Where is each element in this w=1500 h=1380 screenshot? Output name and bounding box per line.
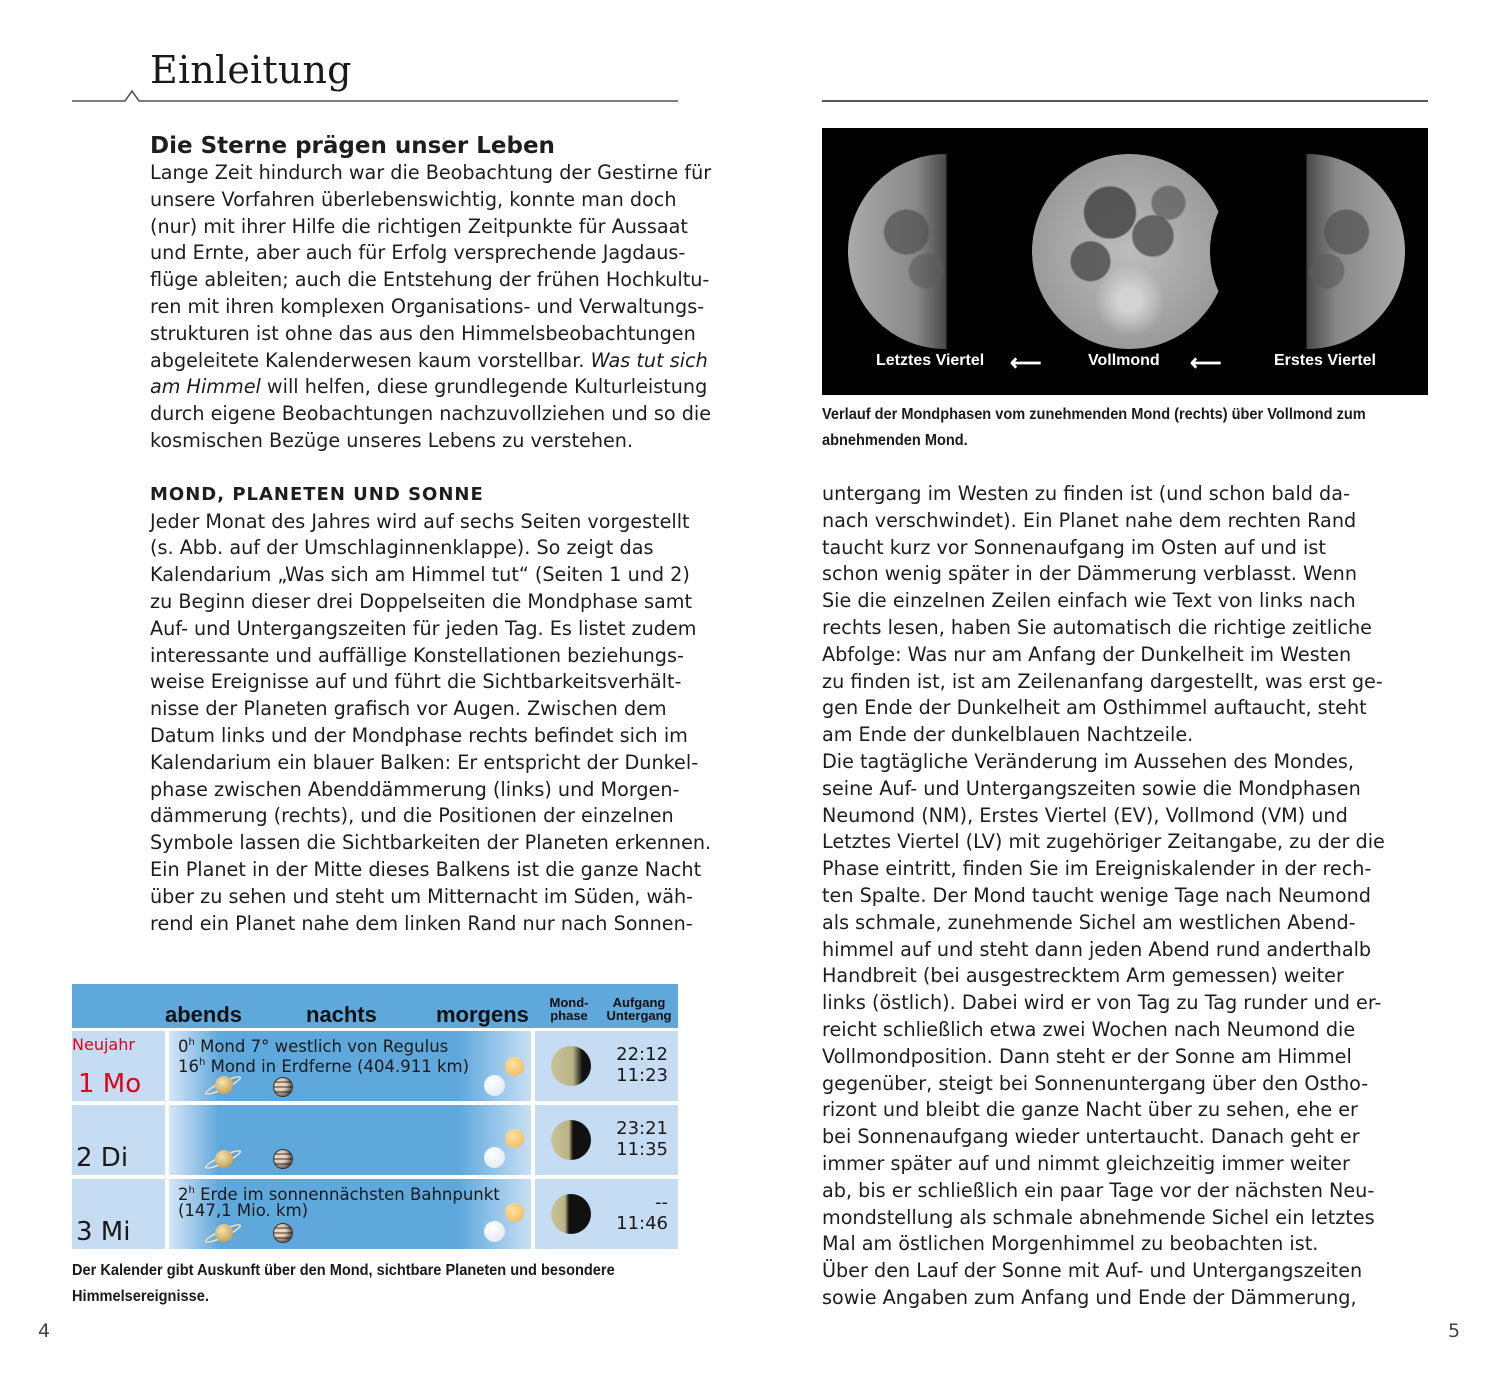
- text-line: über zu sehen und steht um Mitternacht im Süden, wäh-: [150, 884, 694, 908]
- text-line: schon wenig später in der Dämmerung verblasst. Wenn: [822, 562, 1358, 586]
- header-rise-set: [600, 996, 678, 1022]
- caption-line: abnehmenden Mond.: [822, 432, 968, 449]
- text-line: Phase eintritt, finden Sie im Ereigniskalender in der rech-: [822, 857, 1372, 881]
- event-text: Mond in Erdferne (404.911 km): [205, 1057, 470, 1076]
- date-cell: [72, 1031, 165, 1101]
- text-line: gegenüber, steigt bei Sonnenuntergang über den Ostho-: [822, 1071, 1369, 1095]
- sun-icon: [505, 1129, 524, 1148]
- header-abends: abends: [165, 1002, 243, 1027]
- text-line: durch eigene Beobachtungen nachzuvollziehen und so die: [150, 402, 712, 426]
- text-line: weise Ereignisse auf und führt die Sichtbarkeitsverhält-: [150, 670, 682, 694]
- text-line: himmel auf und steht dann jeden Abend rund anderthalb: [822, 937, 1372, 961]
- caption-line: Himmelsereignisse.: [72, 1288, 209, 1305]
- photo-caption: [822, 402, 1424, 454]
- moon-phase-icon: [551, 1120, 591, 1160]
- text-line: Jeder Monat des Jahres wird auf sechs Seiten vorgestellt: [150, 509, 690, 533]
- text-line: bei Sonnenaufgang wieder untertaucht. Danach geht er: [822, 1125, 1360, 1149]
- text-line: mondstellung als schmale abnehmende Sichel ein letztes: [822, 1205, 1375, 1229]
- jupiter-icon: [273, 1149, 293, 1169]
- calendar-figure: [72, 984, 678, 1250]
- section-heading: Die Sterne prägen unser Leben: [150, 133, 555, 159]
- arrow-left-icon: ⟵: [1190, 350, 1222, 375]
- text-line: [150, 348, 708, 375]
- hour-suffix: h: [188, 1185, 195, 1196]
- body-paragraph: [150, 509, 712, 938]
- text-line: gen Ende der Dunkelheit am Osthimmel auftaucht, steht: [822, 696, 1367, 720]
- page-number-right: 5: [1448, 1320, 1461, 1342]
- date-cell: [72, 1179, 165, 1249]
- hour-suffix: h: [188, 1037, 195, 1048]
- header-morgens: morgens: [436, 1002, 529, 1027]
- text-line: rend ein Planet nahe dem linken Rand nur nach Sonnen-: [150, 911, 693, 935]
- text-fragment: abgeleitete Kalenderwesen kaum vorstellbar.: [150, 348, 585, 372]
- night-sky-bar: [169, 1031, 531, 1101]
- text-line: Ein Planet in der Mitte dieses Balkens ist die ganze Nacht: [150, 857, 702, 881]
- intro-paragraph: [150, 160, 712, 455]
- moon-cell: [535, 1105, 678, 1175]
- text-line: als schmale, zunehmende Sichel am westlichen Abend-: [822, 910, 1356, 934]
- text-line: Über den Lauf der Sonne mit Auf- und Untergangszeiten: [822, 1259, 1363, 1283]
- event-hour: 16: [178, 1057, 199, 1076]
- text-line: flüge ableiten; auch die Entstehung der frühen Hochkultu-: [150, 268, 710, 292]
- moon-phase-icon: [551, 1194, 591, 1234]
- text-line: unsere Vorfahren überlebenswichtig, konnte man doch: [150, 187, 677, 211]
- caption-line: Der Kalender gibt Auskunft über den Mond, sichtbare Planeten und besondere: [72, 1262, 615, 1279]
- arrow-left-icon: ⟵: [1010, 350, 1042, 375]
- moon-phase-labels: [822, 352, 1428, 376]
- text-line: zu Beginn dieser drei Doppelseiten die Mondphase samt: [150, 589, 692, 613]
- text-line: Lange Zeit hindurch war die Beobachtung der Gestirne für: [150, 161, 712, 184]
- label-last-quarter: Letztes Viertel: [876, 352, 985, 369]
- text-line: Vollmondposition. Dann steht er der Sonne am Himmel: [822, 1044, 1352, 1068]
- event-hour: 0: [178, 1037, 189, 1056]
- moon-set: 11:23: [616, 1065, 668, 1086]
- text-line: seine Auf- und Untergangszeiten sowie die Mondphasen: [822, 776, 1361, 800]
- text-line: ten Spalte. Der Mond taucht wenige Tage nach Neumond: [822, 883, 1371, 907]
- event-line: (147,1 Mio. km): [178, 1201, 309, 1220]
- header-nachts: nachts: [306, 1002, 377, 1027]
- full-moon-image: [1032, 154, 1227, 349]
- event-text: Mond 7° westlich von Regulus: [194, 1037, 449, 1056]
- text-line: sowie Angaben zum Anfang und Ende der Dämmerung,: [822, 1285, 1357, 1309]
- text-line: rizont und bleibt die ganze Nacht über zu sehen, ehe er: [822, 1098, 1358, 1122]
- text-line: immer später auf und nimmt gleichzeitig immer weiter: [822, 1151, 1350, 1175]
- caption-line: Verlauf der Mondphasen vom zunehmenden Mond (rechts) über Vollmond zum: [822, 406, 1366, 423]
- sun-icon: [505, 1057, 524, 1076]
- moon-set: 11:46: [616, 1213, 668, 1234]
- header-line: phase: [550, 1008, 588, 1023]
- text-line: interessante und auffällige Konstellationen beziehungs-: [150, 643, 684, 667]
- rise-set-times: [616, 1044, 668, 1086]
- calendar-row: [72, 1105, 678, 1175]
- text-line: taucht kurz vor Sonnenaufgang im Osten auf und ist: [822, 535, 1326, 559]
- text-line: links (östlich). Dabei wird er von Tag zu Tag runder und er-: [822, 991, 1382, 1015]
- label-full-moon: Vollmond: [1088, 352, 1160, 369]
- jupiter-icon: [273, 1077, 293, 1097]
- text-line: Auf- und Untergangszeiten für jeden Tag. Es listet zudem: [150, 616, 697, 640]
- first-quarter-moon-image: [1210, 154, 1405, 349]
- moon-rise: 22:12: [616, 1044, 668, 1065]
- text-line: ab, bis er schließlich ein paar Tage vor der nächsten Neu-: [822, 1178, 1375, 1202]
- text-line: (nur) mit ihrer Hilfe die richtigen Zeitpunkte für Aussaat: [150, 214, 688, 238]
- saturn-icon: [203, 1221, 243, 1245]
- text-line: und Ernte, aber auch für Erfolg versprechende Jagdaus-: [150, 241, 686, 265]
- text-line: am Ende der dunkelblauen Nachtzeile.: [822, 723, 1194, 747]
- calendar-row: [72, 1179, 678, 1249]
- header-rule-with-notch: [72, 88, 678, 102]
- event-text: Erde im sonnennächsten Bahnpunkt: [194, 1185, 500, 1204]
- header-rule-right: [822, 100, 1428, 102]
- text-line: untergang im Westen zu finden ist (und schon bald da-: [822, 482, 1350, 505]
- header-moon-phase: [544, 996, 594, 1022]
- moon-cell: [535, 1031, 678, 1101]
- text-line: [150, 374, 708, 401]
- night-sky-bar: [169, 1105, 531, 1175]
- page-title: Einleitung: [150, 48, 352, 92]
- page-number-left: 4: [38, 1320, 51, 1342]
- text-line: Kalendarium ein blauer Balken: Er entspricht der Dunkel-: [150, 750, 699, 774]
- hour-suffix: h: [199, 1057, 206, 1068]
- text-line: nach verschwindet). Ein Planet nahe dem rechten Rand: [822, 508, 1357, 532]
- date-cell: [72, 1105, 165, 1175]
- day-label: 3 Mi: [76, 1217, 131, 1247]
- text-line: kosmischen Bezüge unseres Lebens zu verstehen.: [150, 428, 634, 452]
- moon-rise: --: [655, 1192, 668, 1213]
- moon-set: 11:35: [616, 1139, 668, 1160]
- text-line: Sie die einzelnen Zeilen einfach wie Text von links nach: [822, 589, 1356, 613]
- text-line: Kalendarium „Was sich am Himmel tut“ (Seiten 1 und 2): [150, 563, 690, 587]
- text-line: rechts lesen, haben Sie automatisch die richtige zeitliche: [822, 615, 1372, 639]
- moon-phase-icon: [551, 1046, 591, 1086]
- rise-set-times: [616, 1192, 668, 1234]
- text-line: Letztes Viertel (LV) mit zugehöriger Zeitangabe, zu der die: [822, 830, 1385, 854]
- venus-icon: [484, 1221, 505, 1242]
- right-column-text: [822, 481, 1385, 1312]
- day-label: 2 Di: [76, 1143, 129, 1173]
- text-line: dämmerung (rechts), und die Positionen der einzelnen: [150, 804, 674, 828]
- moon-phases-photo: [822, 128, 1428, 395]
- venus-icon: [484, 1075, 505, 1096]
- calendar-header: [72, 984, 678, 1028]
- text-line: ren mit ihren komplexen Organisations- und Verwaltungs-: [150, 294, 705, 318]
- text-line: Datum links und der Mondphase rechts befindet sich im: [150, 723, 688, 747]
- holiday-label: Neujahr: [72, 1035, 135, 1054]
- last-quarter-moon-image: [848, 154, 1043, 349]
- left-column-text: [150, 130, 712, 937]
- jupiter-icon: [273, 1223, 293, 1243]
- text-line: Neumond (NM), Erstes Viertel (EV), Vollmond (VM) und: [822, 803, 1348, 827]
- text-line: Mal am östlichen Morgenhimmel zu beobachten ist.: [822, 1232, 1319, 1256]
- text-line: Abfolge: Was nur am Anfang der Dunkelheit im Westen: [822, 642, 1352, 666]
- text-line: reicht schließlich etwa zwei Wochen nach Neumond die: [822, 1017, 1356, 1041]
- calendar-row: [72, 1031, 678, 1101]
- text-line: Symbole lassen die Sichtbarkeiten der Planeten erkennen.: [150, 831, 712, 855]
- text-line: (s. Abb. auf der Umschlaginnenklappe). So zeigt das: [150, 536, 654, 560]
- sun-icon: [505, 1203, 524, 1222]
- saturn-icon: [203, 1073, 243, 1097]
- night-sky-bar: [169, 1179, 531, 1249]
- day-label: 1 Mo: [78, 1069, 142, 1099]
- calendar-caption: [72, 1258, 683, 1310]
- text-fragment: will helfen, diese grundlegende Kulturleistung: [260, 375, 708, 399]
- subheading: MOND, PLANETEN UND SONNE: [150, 483, 484, 505]
- book-title-italic: am Himmel: [150, 375, 261, 399]
- text-line: nisse der Planeten grafisch vor Augen. Zwischen dem: [150, 697, 667, 721]
- venus-icon: [484, 1147, 505, 1168]
- label-first-quarter: Erstes Viertel: [1274, 352, 1376, 369]
- text-line: Die tagtägliche Veränderung im Aussehen des Mondes,: [822, 749, 1354, 773]
- book-title-italic: Was tut sich: [590, 348, 708, 372]
- header-line: Untergang: [606, 1008, 672, 1023]
- rise-set-times: [616, 1118, 668, 1160]
- text-line: phase zwischen Abenddämmerung (links) und Morgen-: [150, 777, 680, 801]
- header-line: Aufgang: [612, 995, 666, 1010]
- event-hour: 2: [178, 1185, 189, 1204]
- text-line: Handbreit (bei ausgestrecktem Arm gemessen) weiter: [822, 964, 1344, 988]
- saturn-icon: [203, 1147, 243, 1171]
- moon-cell: [535, 1179, 678, 1249]
- text-line: strukturen ist ohne das aus den Himmelsbeobachtungen: [150, 321, 696, 345]
- header-line: Mond-: [549, 995, 589, 1010]
- text-line: zu finden ist, ist am Zeilenanfang dargestellt, was erst ge-: [822, 669, 1383, 693]
- moon-rise: 23:21: [616, 1118, 668, 1139]
